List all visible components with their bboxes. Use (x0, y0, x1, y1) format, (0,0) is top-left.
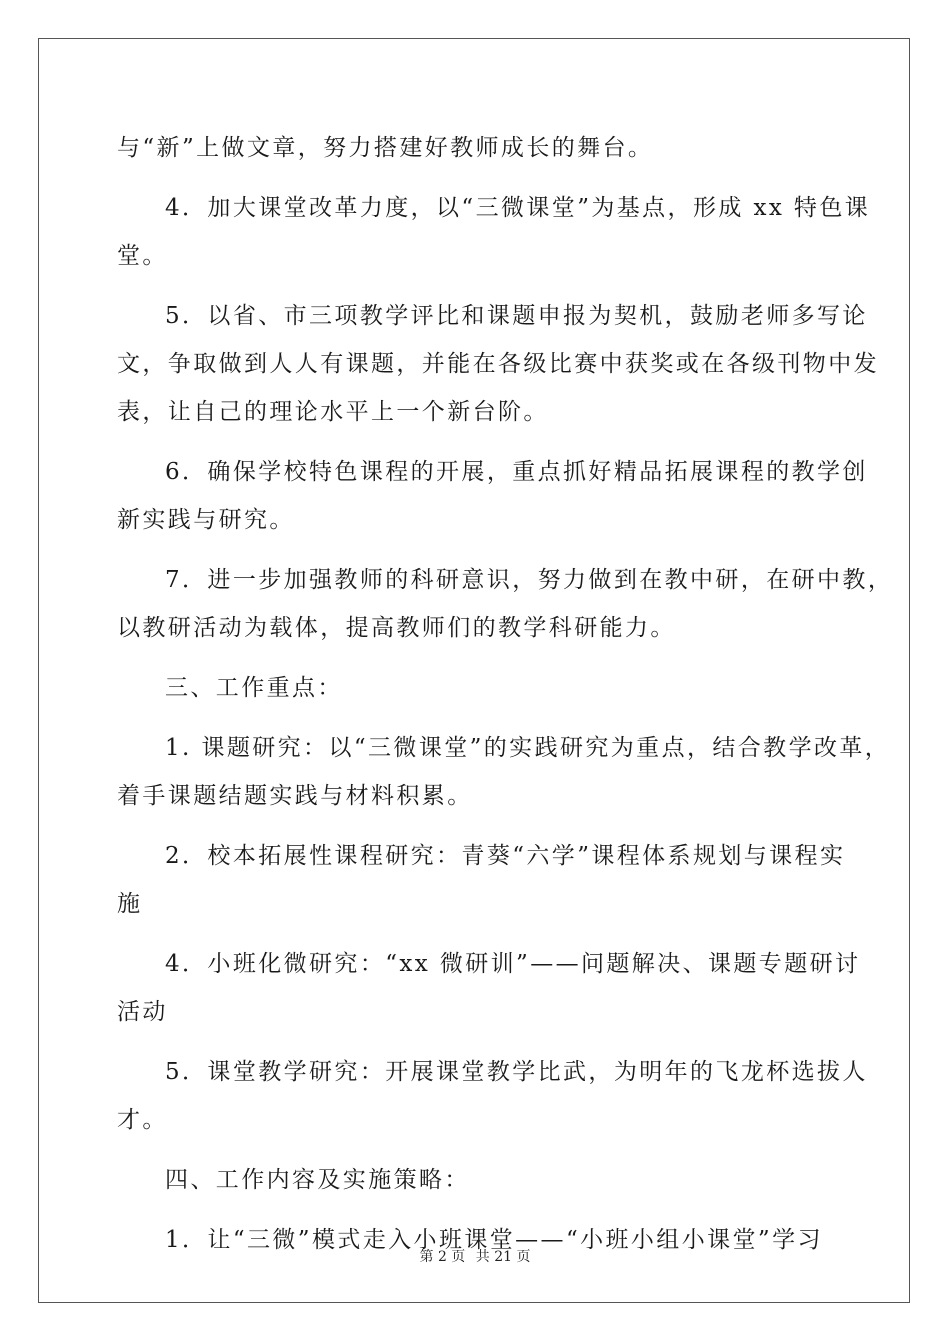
section-heading: 三、工作重点： (165, 675, 343, 701)
text-line: 堂。 (117, 243, 168, 269)
text-line: 1．让“三微”模式走入小班课堂——“小班小组小课堂”学习 (165, 1227, 823, 1253)
text-line: 才。 (117, 1107, 168, 1133)
text-line: 7．进一步加强教师的科研意识，努力做到在教中研，在研中教， (165, 567, 894, 593)
text-line: 与“新”上做文章，努力搭建好教师成长的舞台。 (117, 135, 654, 161)
text-line: 4．加大课堂改革力度，以“三微课堂”为基点，形成 xx 特色课 (165, 195, 871, 221)
text-line: 着手课题结题实践与材料积累。 (117, 783, 473, 809)
page-footer (0, 1246, 950, 1266)
text-line: 施 (117, 891, 143, 917)
text-line: 以教研活动为载体，提高教师们的教学科研能力。 (117, 615, 676, 641)
text-line: 6．确保学校特色课程的开展，重点抓好精品拓展课程的教学创 (165, 459, 868, 485)
text-line: 5．课堂教学研究：开展课堂教学比武，为明年的飞龙杯选拔人 (165, 1059, 868, 1085)
text-line: 2．校本拓展性课程研究：青葵“六学”课程体系规划与课程实 (165, 843, 846, 869)
section-heading: 四、工作内容及实施策略： (165, 1167, 470, 1193)
text-line: 表，让自己的理论水平上一个新台阶。 (117, 399, 549, 425)
text-line: 活动 (117, 999, 168, 1025)
text-line: 4．小班化微研究：“xx 微研训”——问题解决、课题专题研讨 (165, 951, 861, 977)
page-total: 共 21 页 (475, 1249, 531, 1265)
text-line: 1. 课题研究：以“三微课堂”的实践研究为重点，结合教学改革， (165, 735, 891, 761)
text-line: 文，争取做到人人有课题，并能在各级比赛中获奖或在各级刊物中发 (117, 351, 879, 377)
document-body (117, 124, 894, 1264)
page-number: 第 2 页 (419, 1249, 466, 1265)
text-line: 5．以省、市三项教学评比和课题申报为契机，鼓励老师多写论 (165, 303, 868, 329)
text-line: 新实践与研究。 (117, 507, 295, 533)
